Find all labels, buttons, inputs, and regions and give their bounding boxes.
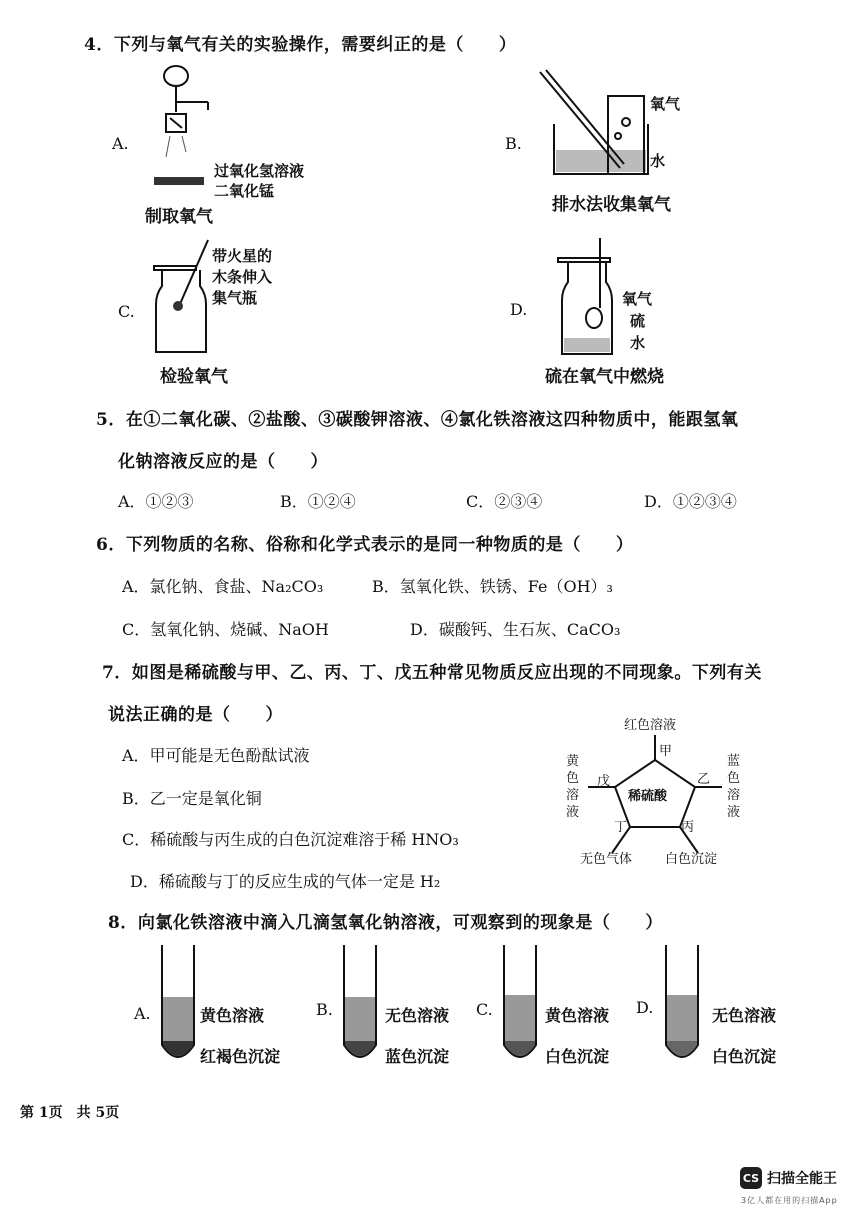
q7-top-label: 红色溶液	[624, 718, 677, 733]
q5-stem-line2: 化钠溶液反应的是（ ）	[118, 452, 328, 472]
cs-logo-icon: CS	[740, 1167, 762, 1189]
q7-left-1: 黄	[566, 754, 580, 769]
q6-option-b: B．氢氧化铁、铁锈、Fe（OH）₃	[372, 577, 613, 596]
q4-stem: 4．下列与氧气有关的实验操作，需要纠正的是（ ）	[84, 35, 517, 55]
q5-option-c: C．②③④	[466, 492, 543, 511]
q4-c-letter: C.	[118, 302, 135, 321]
q6-option-d: D．碳酸钙、生石灰、CaCO₃	[410, 620, 621, 639]
q7-left-2: 色	[566, 771, 580, 786]
q7-right-1: 蓝	[727, 754, 741, 769]
q4-d-label2: 硫	[630, 312, 646, 330]
q4-d-label3: 水	[630, 334, 646, 352]
q7-yi: 乙	[697, 772, 711, 787]
q4-a-caption: 制取氧气	[145, 207, 213, 227]
q8-c-tube	[500, 945, 540, 1070]
q4-b-letter: B.	[505, 134, 522, 153]
scanner-logo	[740, 1167, 837, 1189]
q8-c-letter: C.	[476, 1000, 493, 1019]
q7-bottom-right: 白色沉淀	[665, 852, 718, 867]
q5-option-a: A．①②③	[118, 492, 194, 511]
q7-option-b: B．乙一定是氧化铜	[122, 789, 262, 808]
q4-d-letter: D.	[510, 300, 528, 319]
page-footer: 第 1页 共 5页	[20, 1105, 120, 1121]
q7-ding: 丁	[614, 820, 628, 835]
q4-b-caption: 排水法收集氧气	[552, 195, 671, 215]
q4-b-label1: 氧气	[650, 95, 681, 113]
q7-right-3: 溶	[727, 788, 741, 803]
q8-b-bottom-label: 蓝色沉淀	[385, 1047, 450, 1066]
q8-c-top-label: 黄色溶液	[545, 1006, 610, 1025]
q8-b-letter: B.	[316, 1000, 333, 1019]
q8-a-letter: A.	[134, 1004, 151, 1023]
q4-c-label3: 集气瓶	[212, 289, 258, 307]
q7-option-c: C．稀硫酸与丙生成的白色沉淀难溶于稀 HNO₃	[122, 830, 459, 849]
q8-c-bottom-label: 白色沉淀	[545, 1047, 610, 1066]
q4-d-caption: 硫在氧气中燃烧	[545, 367, 664, 387]
q8-stem: 8．向氯化铁溶液中滴入几滴氢氧化钠溶液，可观察到的现象是（ ）	[108, 913, 663, 933]
q7-bing: 丙	[681, 820, 695, 835]
q7-stem-line1: 7．如图是稀硫酸与甲、乙、丙、丁、戊五种常见物质反应出现的不同现象。下列有关	[102, 663, 762, 683]
q6-option-a: A．氯化钠、食盐、Na₂CO₃	[122, 577, 324, 596]
q7-right-2: 色	[727, 771, 741, 786]
q4-a-label1: 过氧化氢溶液	[214, 162, 305, 180]
q4-d-apparatus	[556, 238, 626, 358]
q4-a-label2: 二氧化锰	[214, 182, 275, 200]
q7-jia: 甲	[659, 744, 673, 759]
q4-c-label1: 带火星的	[212, 247, 273, 265]
q7-bottom-left: 无色气体	[580, 852, 633, 867]
q4-c-label2: 木条伸入	[212, 268, 273, 286]
logo-tagline: 3亿人都在用的扫描App	[741, 1196, 838, 1205]
q7-stem-line2: 说法正确的是（ ）	[108, 705, 283, 725]
q4-d-label1: 氧气	[622, 290, 653, 308]
q8-d-top-label: 无色溶液	[712, 1006, 777, 1025]
logo-name: 扫描全能王	[767, 1171, 837, 1187]
q4-b-apparatus	[536, 70, 656, 180]
q7-left-4: 液	[566, 805, 580, 820]
q7-center: 稀硫酸	[628, 789, 668, 804]
q7-right-4: 液	[727, 805, 741, 820]
q8-b-tube	[340, 945, 380, 1070]
q8-d-bottom-label: 白色沉淀	[712, 1047, 777, 1066]
q8-d-tube	[662, 945, 702, 1070]
q5-stem-line1: 5．在①二氧化碳、②盐酸、③碳酸钾溶液、④氯化铁溶液这四种物质中，能跟氢氧	[96, 410, 739, 430]
q5-option-b: B．①②④	[280, 492, 356, 511]
q4-c-apparatus	[150, 238, 220, 356]
q5-option-d: D．①②③④	[644, 492, 737, 511]
q7-wu: 戊	[597, 774, 611, 789]
q4-c-caption: 检验氧气	[160, 367, 228, 387]
q4-a-apparatus	[140, 62, 220, 192]
q4-a-letter: A.	[112, 134, 129, 153]
q8-a-bottom-label: 红褐色沉淀	[200, 1047, 281, 1066]
q8-a-top-label: 黄色溶液	[200, 1006, 265, 1025]
q4-b-label2: 水	[650, 152, 666, 170]
q8-b-top-label: 无色溶液	[385, 1006, 450, 1025]
q6-option-c: C．氢氧化钠、烧碱、NaOH	[122, 620, 329, 639]
q6-stem: 6．下列物质的名称、俗称和化学式表示的是同一种物质的是（ ）	[96, 535, 634, 555]
q7-option-d: D．稀硫酸与丁的反应生成的气体一定是 H₂	[130, 872, 441, 891]
q7-option-a: A．甲可能是无色酚酞试液	[122, 746, 310, 765]
q8-d-letter: D.	[636, 998, 654, 1017]
q7-left-3: 溶	[566, 788, 580, 803]
q8-a-tube	[158, 945, 198, 1070]
